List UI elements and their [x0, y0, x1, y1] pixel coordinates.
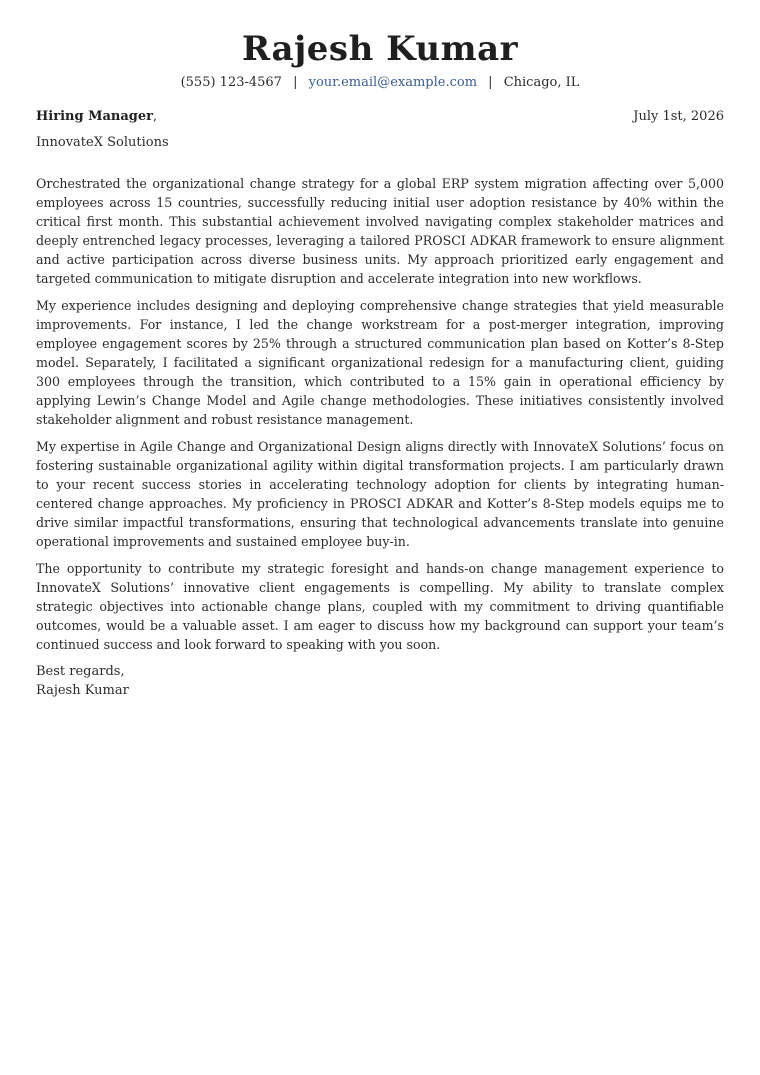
closing-salutation: Best regards, [36, 664, 125, 679]
body-paragraph: My experience includes designing and deploying comprehensive change strategies that yield measurable improvements. For instance, I led the change workstream for a post-merger integration, improving employee engagement scores by 25% through a structured communication plan based on Kotter’s 8-Step model. Separately, I facilitated a significant organizational redesign for a manufacturing client, guiding 300 employees through the transition, which contributed to a 15% gain in operational efficiency by applying Lewin’s Change Model and Agile change methodologies. These initiatives consistently involved stakeholder alignment and robust resistance management. [36, 298, 724, 427]
closing-signature: Rajesh Kumar [36, 683, 129, 698]
body-paragraph: My expertise in Agile Change and Organizational Design aligns directly with InnovateX Solutions’ focus on fostering sustainable organizational agility within digital transformation projects. I am particularly drawn to your recent success stories in accelerating technology adoption for clients by integrating human-centered change approaches. My proficiency in PROSCI ADKAR and Kotter’s 8-Step models equips me to drive similar impactful transformations, ensuring that technological advancements translate into genuine operational improvements and sustained employee buy-in. [36, 439, 724, 549]
contact-separator: | [488, 75, 493, 90]
applicant-name: Rajesh Kumar [241, 29, 519, 69]
recipient-title: Hiring Manager [36, 109, 153, 124]
recipient-line [36, 108, 157, 126]
body-paragraph: The opportunity to contribute my strategic foresight and hands-on change management experience to InnovateX Solutions’ innovative client engagements is compelling. My ability to translate complex strategic objectives into actionable change plans, coupled with my commitment to driving quantifiable outcomes, would be a valuable asset. I am eager to discuss how my background can support your team’s continued success and look forward to speaking with you soon. [36, 561, 724, 652]
recipient-date-row [36, 108, 724, 126]
body-paragraph: Orchestrated the organizational change strategy for a global ERP system migration affecting over 5,000 employees across 15 countries, successfully reducing initial user adoption resistance by 40% within the critical first month. This substantial achievement involved navigating complex stakeholder matrices and deeply entrenched legacy processes, leveraging a tailored PROSCI ADKAR framework to ensure alignment and active participation across diverse business units. My approach prioritized early engagement and targeted communication to mitigate disruption and accelerate integration into new workflows. [36, 176, 724, 286]
phone-number: (555) 123-4567 [180, 75, 282, 90]
letter-body [36, 174, 724, 654]
letter-date: July 1st, 2026 [633, 109, 724, 124]
recipient-title-suffix: , [152, 109, 158, 124]
email-link[interactable]: your.email@example.com [308, 75, 478, 90]
cover-letter-page [36, 26, 724, 700]
contact-line [36, 74, 724, 92]
letter-closing [36, 662, 724, 700]
location: Chicago, IL [503, 75, 580, 90]
recipient-company: InnovateX Solutions [36, 135, 169, 150]
contact-separator: | [293, 75, 298, 90]
